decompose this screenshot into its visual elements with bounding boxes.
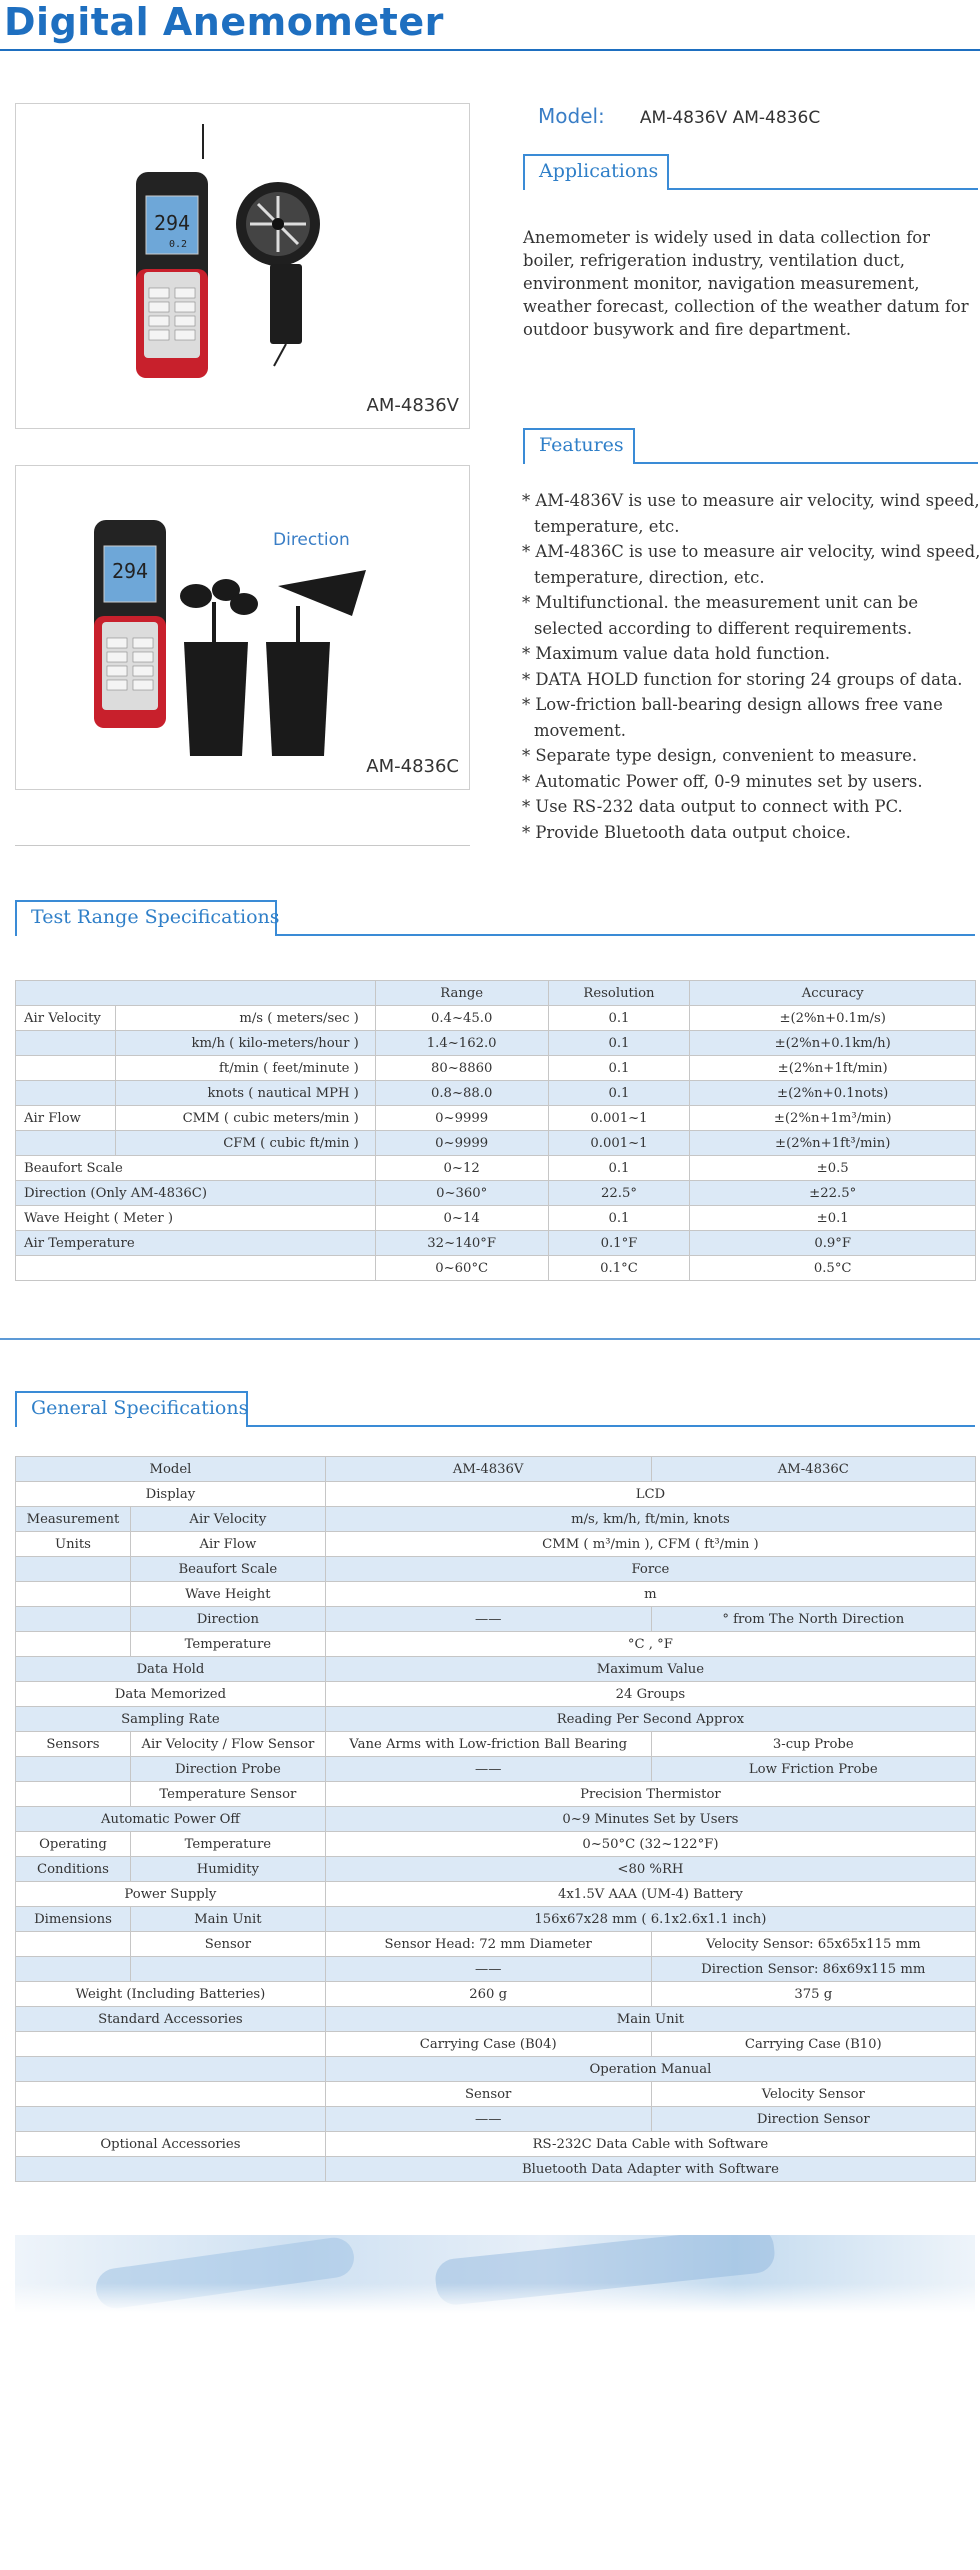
table-row: Temperature Sensor Precision Thermistor [16,1782,976,1807]
table-row: Power Supply 4x1.5V AAA (UM-4) Battery [16,1882,976,1907]
feature-item: * AM-4836V is use to measure air velocity, wind speed, temperature, etc. [522,491,980,536]
table-row: Display LCD [16,1482,976,1507]
feature-item: * Use RS-232 data output to connect with PC. [522,797,903,816]
table-row: Measurement Air Velocity m/s, km/h, ft/min, knots [16,1507,976,1532]
table-row: Sensors Air Velocity / Flow Sensor Vane Arms with Low-friction Ball Bearing 3-cup Probe [16,1732,976,1757]
test-range-heading [15,900,975,936]
table-row: Temperature °C , °F [16,1632,976,1657]
test-range-underline [277,934,975,936]
test-range-table [15,980,976,1281]
feature-item: * DATA HOLD function for storing 24 groups of data. [522,669,963,689]
features-underline [635,462,978,464]
model-values: AM-4836V AM-4836C [639,108,821,128]
feature-item: * Separate type design, convenient to measure. [522,746,918,765]
lcd-reading: 294 [153,211,191,235]
table-row: —— Direction Sensor [16,2107,976,2132]
feature-item: * Maximum value data hold function. [522,644,831,663]
section-divider [0,1338,980,1340]
photo-caption-4836c: AM-4836C [366,756,459,777]
feature-item: * Provide Bluetooth data output choice. [522,822,851,842]
table-row: Direction (Only AM-4836C) 0~360° 22.5° ±22.5° [16,1181,976,1206]
general-title: General Specifications [15,1391,248,1427]
test-range-title: Test Range Specifications [15,900,277,936]
table-row: Data Memorized 24 Groups [16,1682,976,1707]
table-row: Direction Probe —— Low Friction Probe [16,1757,976,1782]
table-row: ft/min ( feet/minute ) 80~8860 0.1 ±(2%n+1ft/min) [16,1056,976,1081]
table-row: Operation Manual [16,2057,976,2082]
table-row: Bluetooth Data Adapter with Software [16,2157,976,2182]
feature-item: * AM-4836C is use to measure air velocity, wind speed, temperature, direction, etc. [522,542,980,587]
table-row: Beaufort Scale Force [16,1557,976,1582]
table-row: Sensor Sensor Head: 72 mm Diameter Velocity Sensor: 65x65x115 mm [16,1932,976,1957]
table-row: Air Temperature 32~140°F 0.1°F 0.9°F [16,1231,976,1256]
table-row: Automatic Power Off 0~9 Minutes Set by Users [16,1807,976,1832]
table-row: Conditions Humidity <80 %RH [16,1857,976,1882]
table-row: CFM ( cubic ft/min ) 0~9999 0.001~1 ±(2%n+1ft³/min) [16,1131,976,1156]
general-heading [15,1391,975,1427]
table-row: Wave Height m [16,1582,976,1607]
model-label: Model: [538,104,605,128]
product-photo-4836v [15,103,470,429]
features-list [521,488,980,845]
applications-underline [669,188,978,190]
feature-item: * Multifunctional. the measurement unit can be selected according to different requirements. [522,593,919,638]
decorative-banner [15,2235,975,2313]
table-row: Wave Height ( Meter ) 0~14 0.1 ±0.1 [16,1206,976,1231]
table-row: km/h ( kilo-meters/hour ) 1.4~162.0 0.1 ±(2%n+0.1km/h) [16,1031,976,1056]
table-row: Dimensions Main Unit 156x67x28 mm ( 6.1x2.6x1.1 inch) [16,1907,976,1932]
feature-item: * Low-friction ball-bearing design allows free vane movement. [522,695,943,740]
table-row: Air Velocity m/s ( meters/sec ) 0.4~45.0 0.1 ±(2%n+0.1m/s) [16,1006,976,1031]
header-resolution: Resolution [548,981,690,1006]
table-row: Data Hold Maximum Value [16,1657,976,1682]
page-title: Digital Anemometer [4,0,444,44]
model-row [538,104,820,128]
anemometer-4836v-image [16,104,471,430]
table-row: Operating Temperature 0~50°C (32~122°F) [16,1832,976,1857]
table-row: Units Air Flow CMM ( m³/min ), CFM ( ft³/min ) [16,1532,976,1557]
features-title: Features [523,428,635,464]
table-row: Sensor Velocity Sensor [16,2082,976,2107]
direction-label: Direction [273,530,350,550]
table-row: Weight (Including Batteries) 260 g 375 g [16,1982,976,2007]
table-row: Air Flow CMM ( cubic meters/min ) 0~9999 0.001~1 ±(2%n+1m³/min) [16,1106,976,1131]
general-specs-table [15,1456,976,2182]
table-row: —— Direction Sensor: 86x69x115 mm [16,1957,976,1982]
header-range: Range [375,981,548,1006]
applications-heading [523,154,978,190]
table-row: Optional Accessories RS-232C Data Cable with Software [16,2132,976,2157]
anemometer-4836c-image [16,466,471,791]
svg-text:0.2: 0.2 [168,239,188,250]
table-row: Sampling Rate Reading Per Second Approx [16,1707,976,1732]
table-row: knots ( nautical MPH ) 0.8~88.0 0.1 ±(2%n+0.1nots) [16,1081,976,1106]
general-underline [248,1425,975,1427]
applications-title: Applications [523,154,669,190]
table-row: Model AM-4836V AM-4836C [16,1457,976,1482]
table-row: Direction —— ° from The North Direction [16,1607,976,1632]
feature-item: * Automatic Power off, 0-9 minutes set by users. [522,771,923,791]
table-row: Standard Accessories Main Unit [16,2007,976,2032]
table-row: Carrying Case (B04) Carrying Case (B10) [16,2032,976,2057]
svg-text:294: 294 [111,559,149,583]
table-header-row [16,981,976,1006]
title-divider [0,49,980,51]
applications-text: Anemometer is widely used in data collection for boiler, refrigeration industry, ventilation duct, environment monitor, navigation measurement, weather forecast, collection of the weather datum for outdoor busywork and fire department. [523,228,969,339]
photo-caption-4836v: AM-4836V [366,395,459,416]
product-photo-4836c [15,465,470,790]
photo-divider [15,845,470,846]
table-row: 0~60°C 0.1°C 0.5°C [16,1256,976,1281]
table-row: Beaufort Scale 0~12 0.1 ±0.5 [16,1156,976,1181]
features-heading [523,428,978,464]
header-accuracy: Accuracy [690,981,976,1006]
